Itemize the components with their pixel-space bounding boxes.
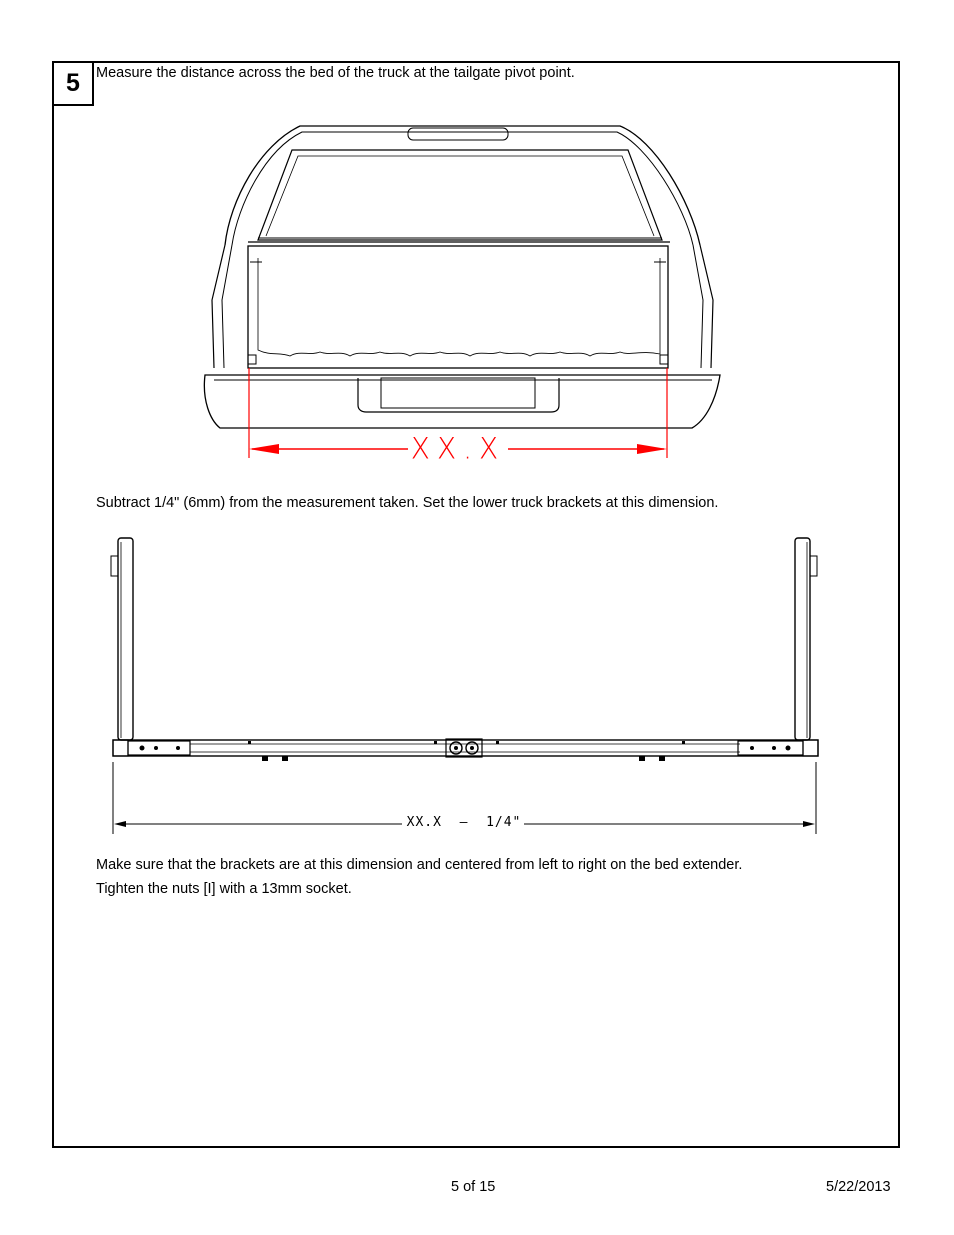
dimension-label-bracket-width: XX.X – 1/4" <box>406 815 522 830</box>
step-number: 5 <box>52 61 94 106</box>
dimension-label-bed-width: XX.X <box>410 431 506 466</box>
document-date: 5/22/2013 <box>826 1179 891 1195</box>
tighten-instruction: Tighten the nuts [I] with a 13mm socket. <box>96 881 352 897</box>
measure-instruction: Measure the distance across the bed of the truck at the tailgate pivot point. <box>96 65 575 81</box>
subtract-instruction: Subtract 1/4" (6mm) from the measurement taken. Set the lower truck brackets at this dimension. <box>96 495 719 511</box>
page-number: 5 of 15 <box>451 1179 496 1195</box>
center-instruction: Make sure that the brackets are at this dimension and centered from left to right on the bed extender. <box>96 857 743 873</box>
